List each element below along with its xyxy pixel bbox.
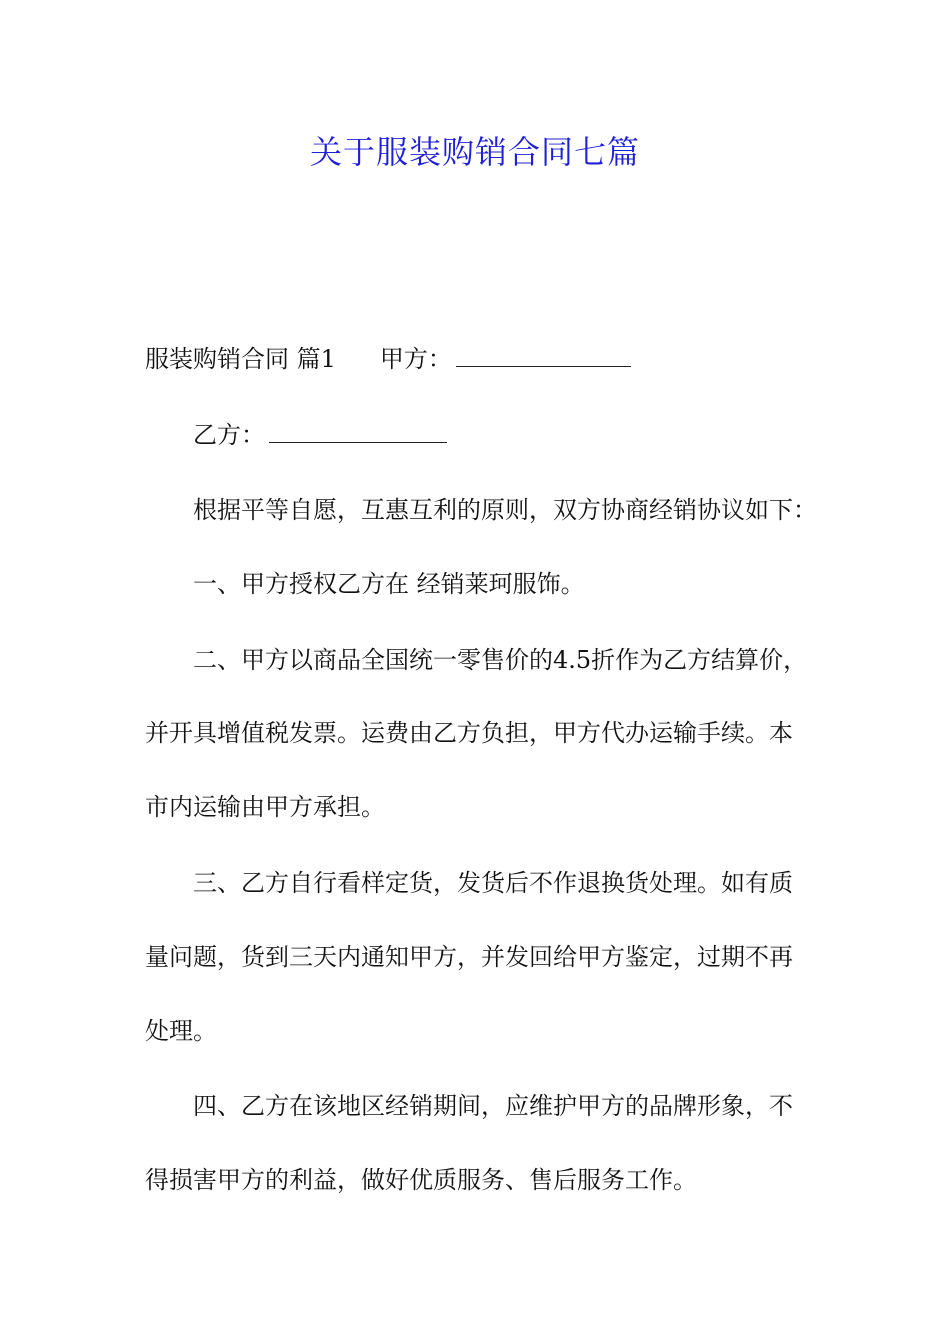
paragraph-line: 二、甲方以商品全国统一零售价的4.5折作为乙方结算价， — [193, 646, 808, 674]
party-a-blank — [456, 344, 631, 367]
paragraph-line: 根据平等自愿，互惠互利的原则，双方协商经销协议如下： — [193, 496, 817, 524]
paragraph-line: 量问题，货到三天内通知甲方，并发回给甲方鉴定，过期不再 — [145, 943, 793, 971]
paragraph-line: 四、乙方在该地区经销期间，应维护甲方的品牌形象，不 — [193, 1092, 793, 1120]
document-title: 关于服装购销合同七篇 — [309, 133, 640, 171]
paragraph-line: 三、乙方自行看样定货，发货后不作退换货处理。如有质 — [193, 869, 793, 897]
party-b-blank — [269, 420, 447, 443]
contract-heading-line — [145, 342, 810, 376]
paragraph-line: 一、甲方授权乙方在 经销莱珂服饰。 — [193, 570, 585, 598]
paragraph-line: 并开具增值税发票。运费由乙方负担，甲方代办运输手续。本 — [145, 719, 793, 747]
paragraph-line: 市内运输由甲方承担。 — [145, 793, 385, 821]
paragraph-line: 得损害甲方的利益，做好优质服务、售后服务工作。 — [145, 1166, 697, 1194]
party-b-label: 乙方： — [193, 421, 265, 449]
contract-heading: 服装购销合同 篇1 — [145, 345, 336, 373]
paragraph-line: 处理。 — [145, 1017, 217, 1045]
party-b-line — [193, 418, 858, 452]
party-a-label: 甲方： — [379, 345, 452, 373]
